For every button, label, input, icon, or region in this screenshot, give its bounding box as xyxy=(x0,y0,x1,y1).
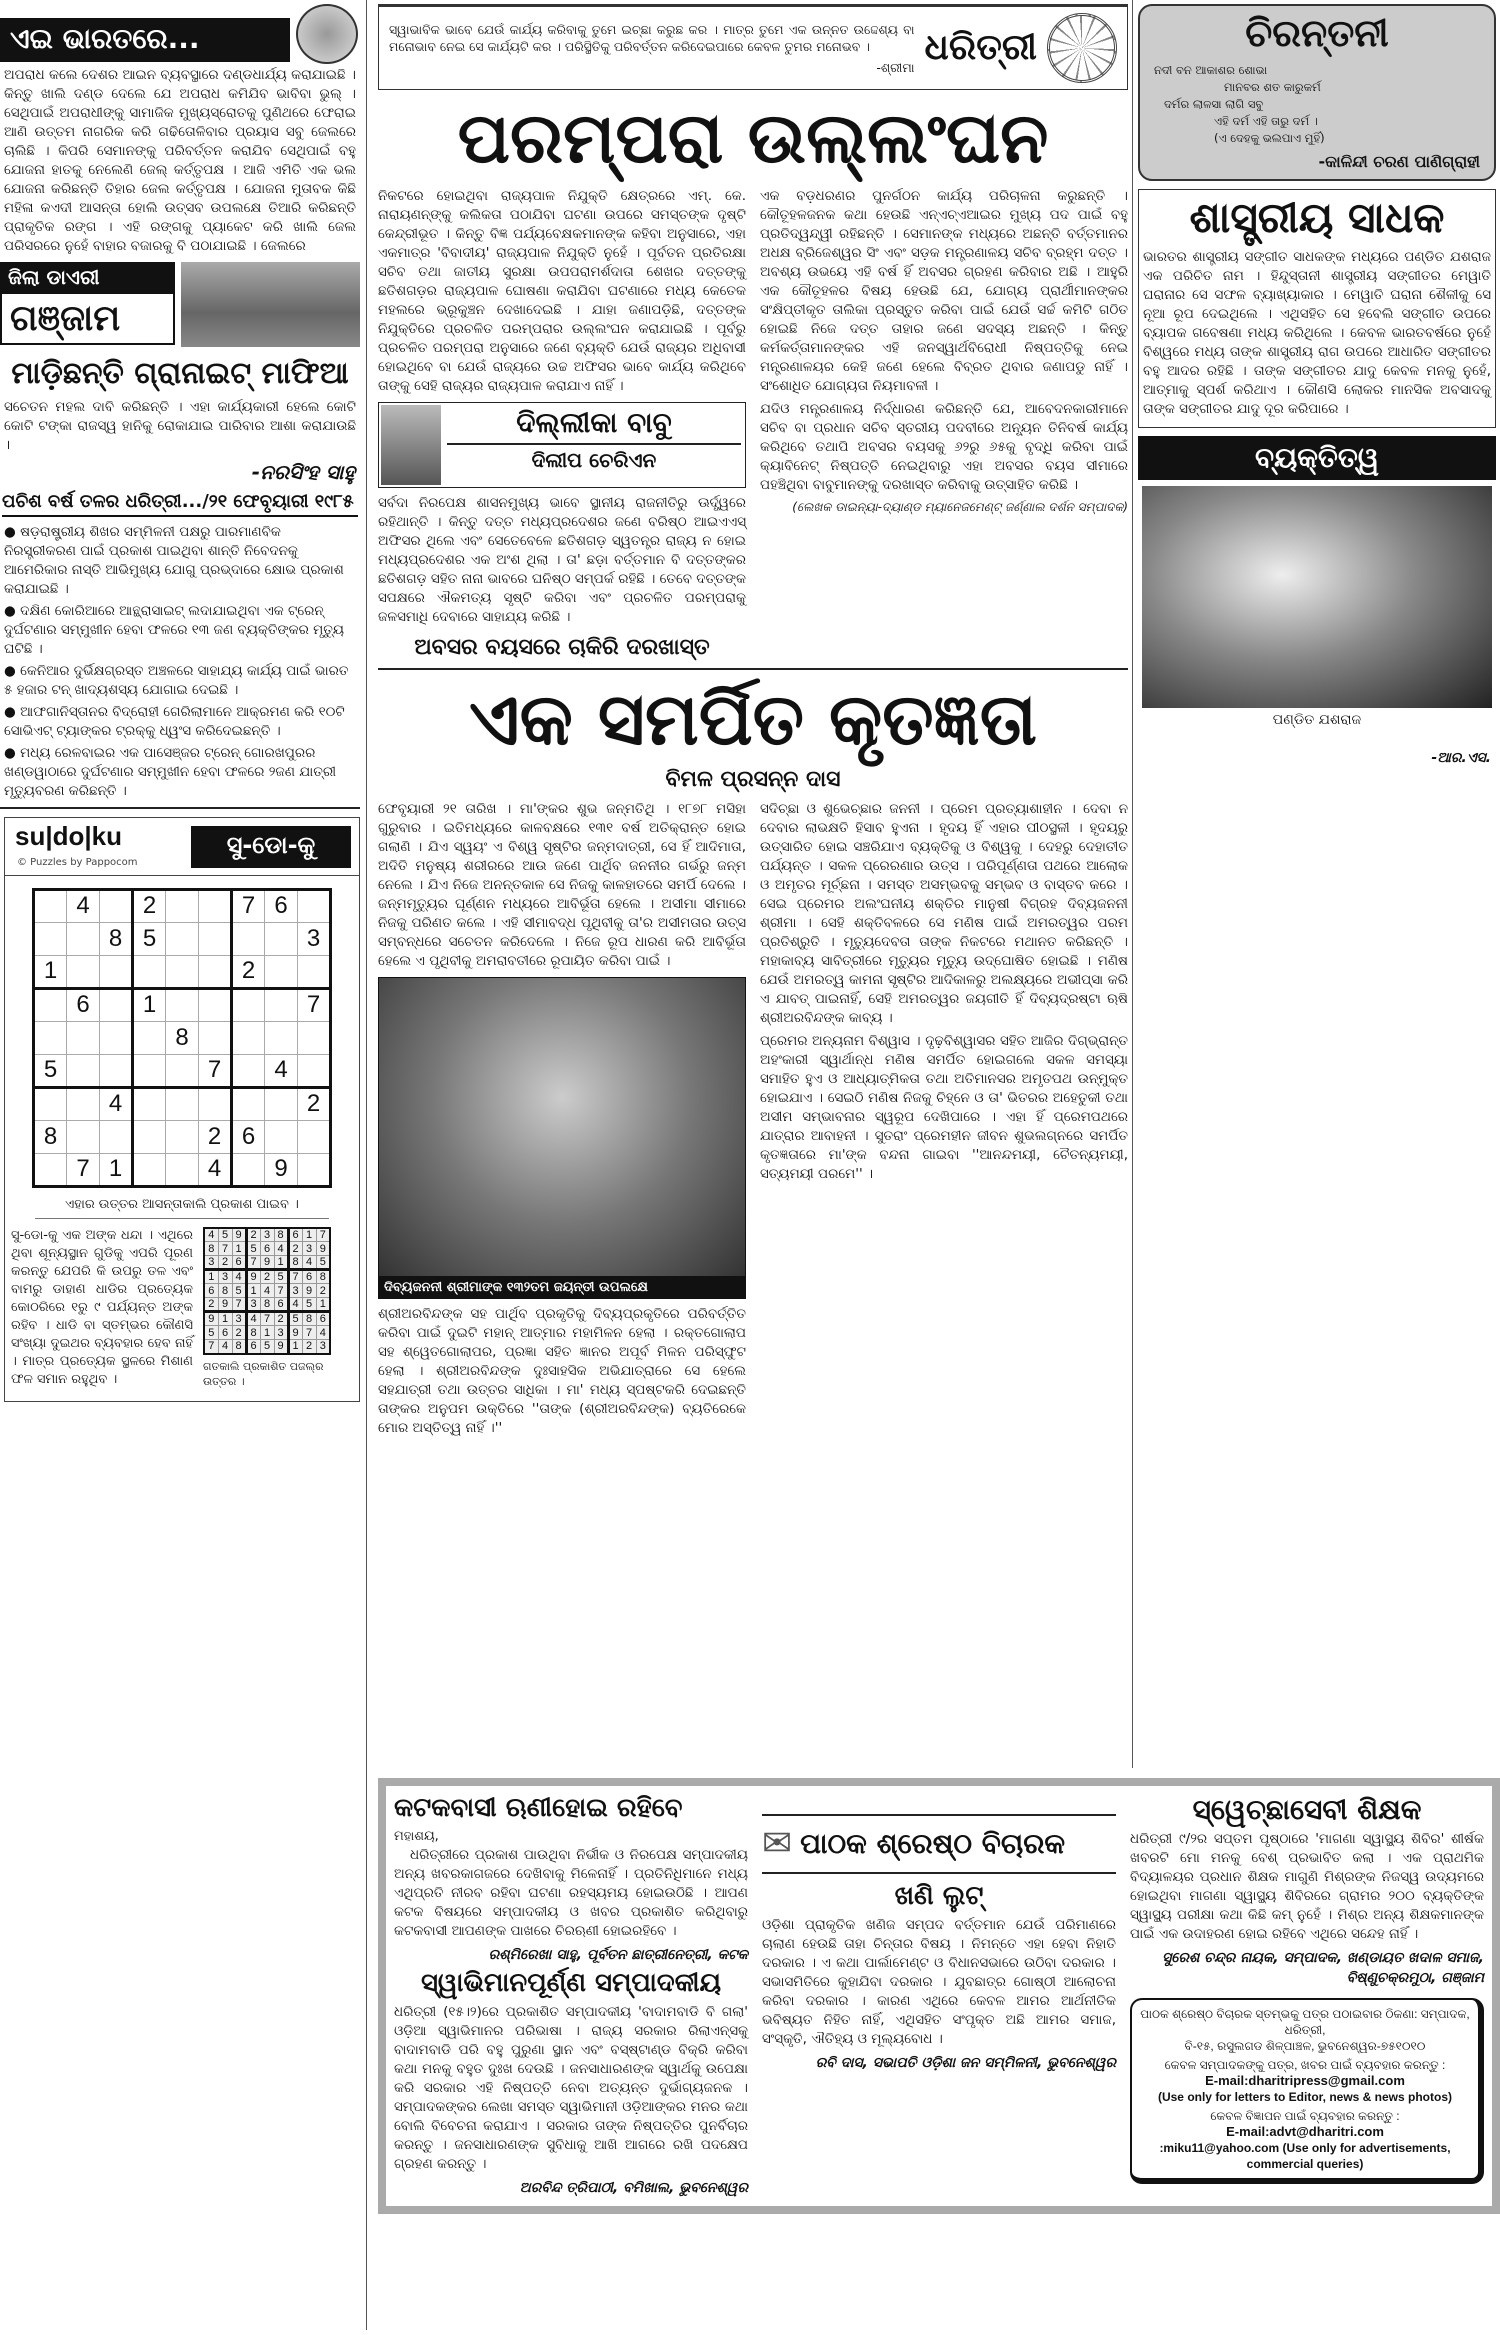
sudoku-cell[interactable] xyxy=(166,1054,199,1087)
editorial-body xyxy=(378,187,1128,660)
sudoku-cell[interactable] xyxy=(166,889,199,922)
sudoku-cell[interactable] xyxy=(67,1087,100,1120)
solution-cell: 3 xyxy=(232,1312,246,1326)
sudoku-cell[interactable] xyxy=(133,1054,166,1087)
solution-cell: 3 xyxy=(218,1270,232,1284)
solution-cell: 6 xyxy=(232,1256,246,1270)
solution-cell: 9 xyxy=(204,1312,218,1326)
sudoku-cell[interactable] xyxy=(232,1153,265,1186)
flashback-list xyxy=(0,523,360,801)
byline: -ନରସିଂହ ସାହୁ xyxy=(251,459,355,484)
solution-cell: 3 xyxy=(246,1298,260,1312)
solution-cell: 2 xyxy=(302,1340,316,1354)
sudoku-cell[interactable] xyxy=(67,1120,100,1153)
solution-cell: 7 xyxy=(274,1284,288,1298)
sudoku-cell[interactable] xyxy=(199,1021,232,1054)
district-diary-label: ଜିଲା ଡାଏରୀ xyxy=(0,262,175,292)
solution-cell: 6 xyxy=(288,1228,302,1242)
answer-next-note: ଏହାର ଉତ୍ତର ଆସନ୍ତାକାଲି ପ୍ରକାଶ ପାଇବ । xyxy=(35,1196,329,1219)
paragraph: ଶ୍ରୀଅରବିନ୍ଦଙ୍କ ସହ ପାର୍ଥିବ ପ୍ରକୃତିକୁ ଦିବ୍ୟପ୍ରକୃତିରେ ପରିବର୍ତ୍ତିତ କରିବା ପାଇଁ ଦୁଇଟି ମହାନ୍ ଆତ୍ମାର ମହାମିଳନ ହେଲା । ରକ୍ତଗୋଲାପ ସହ ଶ୍ୱେତଗୋଲାପର, ପ୍ରଜ୍ଞା ସହିତ ଜ୍ଞାନର ଅପୂର୍ବ ମିଳନ ପରିସ୍ଫୁଟ ହେଲା । ଶ୍ରୀଅରବିନ୍ଦଙ୍କ ଦୁଃସାହସିକ ଅଭିଯାତ୍ରାରେ ସେ ହେଲେ ସହଯାତ୍ରୀ ତଥା ଉତ୍ତର ସାଧିକା । ମା' ମଧ୍ୟ ସ୍ପଷ୍ଟକରି ଦେଇଛନ୍ତି ତାଙ୍କର ଅନୁପମ ଉକ୍ତିରେ ''ତାଙ୍କ (ଶ୍ରୀଅରବିନ୍ଦଙ୍କ) ବ୍ୟତିରେକେ ମୋର ଅସ୍ତିତ୍ୱ ନାହିଁ ।'' xyxy=(378,1305,746,1436)
paragraph: ଏକ ବଡ଼ଧରଣର ପୁନର୍ଗଠନ କାର୍ଯ୍ୟ ପରିଚାଳନା କରୁଛନ୍ତି । କୌତୂହଳଜନକ କଥା ହେଉଛି ଏନ୍‌ଏଚ୍‌ଏଆଇର ମୁଖ୍ୟ ପଦ ପାଇଁ ବହୁ ପ୍ରତିଦ୍ୱନ୍ଦ୍ୱୀ ରହିଛନ୍ତି । ସେମାନଙ୍କ ମଧ୍ୟରେ ଅଛନ୍ତି ବର୍ତ୍ତମାନର ଅଧକ୍ଷ ବ୍ରିଜେଶ୍ୱର ସିଂ ଏବଂ ସଡ଼କ ମନ୍ତ୍ରଣାଳୟ ସଚିବ ବ୍ରହ୍ମ ଦତ୍ତ । ଅବଶ୍ୟ ଉଭୟେ ଏହି ବର୍ଷ ହିଁ ଅବସର ଗ୍ରହଣ କରିବାର ଅଛି । ଆହୁରି ଏକ କୌତୂହଳର ବିଷୟ ହେଉଛି ଯେ, ଯୋଗ୍ୟ ପ୍ରାର୍ଥୀମାନଙ୍କର ସଂକ୍ଷିପ୍ତୀକୃତ ତାଲିକା ପ୍ରସ୍ତୁତ କରିବା ପାଇଁ ଯେଉଁ ସର୍ଚ୍ଚ କମିଟି ଗଠିତ ହୋଇଛି ନିଜେ ଦତ୍ତ ତାହାର ଜଣେ ସଦସ୍ୟ ଅଛନ୍ତି । କିନ୍ତୁ କର୍ମକର୍ତ୍ତାମାନଙ୍କର ଏହି ଜନସ୍ୱାର୍ଥବିରୋଧୀ ନିଷ୍ପତ୍ତିକୁ ନେଇ ମନ୍ତ୍ରଣାଳୟର କେହି ଜଣେ ହେଲେ ବିବ୍ରତ ଥିବାର ଜଣାପଡୁ ନାହିଁ । ସଂଶୋଧିତ ଯୋଗ୍ୟତା ନିୟମାବଳୀ । xyxy=(760,187,1128,394)
solution-cell: 2 xyxy=(232,1326,246,1340)
sudoku-cell[interactable] xyxy=(133,955,166,988)
sudoku-cell[interactable] xyxy=(265,1087,298,1120)
flashback-title: ପଚିଶ ବର୍ଷ ତଳର ଧରିତ୍ରୀ.../୨୧ ଫେବୃୟାରୀ ୧୯୮୫ xyxy=(2,489,358,517)
sudoku-cell[interactable] xyxy=(298,955,331,988)
sudoku-cell[interactable] xyxy=(100,1021,133,1054)
solution-cell: 7 xyxy=(232,1298,246,1312)
letter-body: ଧରିତ୍ରୀରେ ପ୍ରକାଶ ପାଉଥିବା ନିର୍ଭୀକ ଓ ନିରପେକ୍ଷ ସମ୍ପାଦକୀୟ ଅନ୍ୟ ଖବରକାଗଜରେ ଦେଖିବାକୁ ମିଳେନାହିଁ । ପ୍ରତିନିଧିମାନେ ମଧ୍ୟ ଏଥିପ୍ରତି ନୀରବ ରହିବା ଘଟଣା ରହସ୍ୟମୟ ହୋଇଉଠିଛି । ଆପଣ କଟକ ବିଷୟରେ ସମ୍ପାଦକୀୟ ଓ ଖବର ପ୍ରକାଶିତ କରିଥିବାରୁ କଟକବାସୀ ଆପଣଙ୍କ ପାଖରେ ଚିରଋଣୀ ହୋଇରହିବେ । xyxy=(394,1846,748,1939)
solution-cell: 9 xyxy=(302,1284,316,1298)
poem-line: (ଏ ଦେହକୁ ଭଲପାଏ ମୁହିଁ) xyxy=(1214,130,1325,145)
solution-cell: 2 xyxy=(204,1298,218,1312)
sudoku-cell: 1 xyxy=(34,955,67,988)
sudoku-cell: 2 xyxy=(133,889,166,922)
solution-cell: 3 xyxy=(316,1340,330,1354)
right-column xyxy=(1138,4,1496,768)
solution-cell: 4 xyxy=(232,1270,246,1284)
solution-cell: 5 xyxy=(260,1340,274,1354)
letter-salutation: ମହାଶୟ, xyxy=(394,1828,439,1844)
editor-email-link[interactable]: E-mail:dharitripress@gmail.com xyxy=(1205,2073,1405,2089)
letters-section-title: ପାଠକ ଶ୍ରେଷ୍ଠ ବିଚାରକ xyxy=(800,1827,1066,1860)
sudoku-cell: 7 xyxy=(298,988,331,1021)
jasraj-photo xyxy=(1142,486,1492,708)
solution-cell: 5 xyxy=(302,1298,316,1312)
editor-note: କେବଳ ସମ୍ପାଦକଙ୍କୁ ପତ୍ର, ଖବର ପାଇଁ ବ୍ୟବହାର କରନ୍ତୁ : xyxy=(1164,2058,1446,2073)
solution-cell: 8 xyxy=(232,1340,246,1354)
poem-line: ମାନବର ଶତ କାରୁକର୍ମ xyxy=(1224,79,1321,94)
sudoku-cell[interactable] xyxy=(166,955,199,988)
solution-cell: 1 xyxy=(232,1242,246,1256)
sudoku-cell[interactable] xyxy=(34,1153,67,1186)
solution-cell: 6 xyxy=(218,1326,232,1340)
solution-cell: 1 xyxy=(288,1340,302,1354)
dharitri-logo: ଧରିତ୍ରୀ xyxy=(924,27,1037,68)
sudoku-cell: 1 xyxy=(100,1153,133,1186)
solution-cell: 8 xyxy=(260,1298,274,1312)
solution-cell: 2 xyxy=(274,1312,288,1326)
poem-line: ନଦୀ ବନ ଆକାଶର ଶୋଭା xyxy=(1154,62,1268,77)
sudoku-cell: 8 xyxy=(100,922,133,955)
sudoku-cell: 2 xyxy=(199,1120,232,1153)
solution-cell: 4 xyxy=(246,1312,260,1326)
sudoku-cell: 8 xyxy=(34,1120,67,1153)
sudoku-cell[interactable] xyxy=(34,988,67,1021)
letter-body: ଓଡ଼ିଶା ପ୍ରାକୃତିକ ଖଣିଜ ସମ୍ପଦ ବର୍ତ୍ତମାନ ଯେଉଁ ପରିମାଣରେ ଚାଲାଣ ହେଉଛି ତାହା ଚିନ୍ତାର ବିଷୟ । ନିମନ୍ତେ ଏହା ହେବା ନିହାତି ଦରକାର । ଏ କଥା ପାର୍ଲାମେଣ୍ଟ ଓ ବିଧାନସଭାରେ ଉଠିବା ଦରକାର । ସଭାସମିତିରେ କୁହାଯିବା ଦରକାର । ଯୁବଛାତ୍ର ଗୋଷ୍ଠୀ ଆଲୋଚନା କରିବା ଦରକାର । କାରଣ ଏଥିରେ କେବଳ ଆମର ଆର୍ଥନୀତିକ ଭବିଷ୍ୟତ ନିହିତ ନାହିଁ, ଏଥିସହିତ ସଂପୃକ୍ତ ଅଛି ଆମର ସମାଜ, ସଂସ୍କୃତି, ଐତିହ୍ୟ ଓ ମୂଲ୍ୟବୋଧ । xyxy=(762,1916,1116,2047)
solution-cell: 7 xyxy=(316,1228,330,1242)
paragraph: ନିକଟରେ ହୋଇଥିବା ରାଜ୍ୟପାଳ ନିଯୁକ୍ତି କ୍ଷେତ୍ରରେ ଏମ୍. କେ. ନାରାୟଣନ୍‌ଙ୍କୁ କଲିକତା ପଠାଯିବା ଘଟଣା ଉପରେ ସମସ୍ତଙ୍କ ଦୃଷ୍ଟି କେନ୍ଦ୍ରୀଭୂତ । କିନ୍ତୁ ବିଜ୍ଞ ପର୍ଯ୍ୟବେକ୍ଷକମାନଙ୍କ କହିବା ଅନୁସାରେ, ଏହା ଏକମାତ୍ର 'ବିବାଦୀୟ' ରାଜ୍ୟପାଳ ନିଯୁକ୍ତି ନୁହେଁ । ପୂର୍ବତନ ପ୍ରତିରକ୍ଷା ସଚିବ ତଥା ଜାତୀୟ ସୁରକ୍ଷା ଉପପରାମର୍ଶଦାତା ଶେଖର ଦତ୍ତଙ୍କୁ ଛତିଶଗଡ଼ର ରାଜ୍ୟପାଳ ଘୋଷଣା କରାଯିବା ଘଟଣାରେ ମଧ୍ୟ କେତେକ ମହଲରେ ଭ୍ରୂକୁଞ୍ଚନ ଦେଖାଦେଇଛି । ଯାହା ଜଣାପଡ଼ିଛି, ଦତ୍ତଙ୍କ ନିଯୁକ୍ତିରେ ପ୍ରଚଳିତ ପରମ୍ପରାର ଉଲ୍ଲଂଘନ କରାଯାଇଛି । ପୂର୍ବରୁ ପ୍ରଚଳିତ ପରମ୍ପରା ଅନୁସାରେ ଜଣେ ବ୍ୟକ୍ତି ଯେଉଁ ରାଜ୍ୟର ଅଧିବାସୀ ହୋଇଥିବେ ବା ଯେଉଁ ରାଜ୍ୟରେ ଉଚ୍ଚ ଅଫିସର ଭାବେ କାର୍ଯ୍ୟ କରିଥିବେ ତାଙ୍କୁ ସେହି ରାଜ୍ୟର ରାଜ୍ୟପାଳ କରାଯାଏ ନାହିଁ । xyxy=(378,187,746,394)
sudoku-cell: 7 xyxy=(232,889,265,922)
section-label: ବ୍ୟକ୍ତିତ୍ୱ xyxy=(1138,436,1496,480)
solution-cell: 1 xyxy=(302,1228,316,1242)
solution-cell: 5 xyxy=(246,1242,260,1256)
envelope-pen-icon: ✉ xyxy=(762,1823,793,1864)
solution-cell: 4 xyxy=(204,1228,218,1242)
flashback-item: ● ଆଫଗାନିସ୍ତାନର ବିଦ୍ରୋହୀ ଗେରିଲାମାନେ ଆକ୍ରମଣ କରି ୧୦ଟି ସୋଭିଏଟ୍ ଟ୍ୟାଙ୍କର ଟ୍ରକ୍କୁ ଧ୍ୱଂସ କରିଦେଇଛନ୍ତି । xyxy=(4,703,356,741)
solution-cell: 8 xyxy=(316,1270,330,1284)
sudoku-cell[interactable] xyxy=(298,1120,331,1153)
solution-cell: 8 xyxy=(274,1228,288,1242)
sudoku-cell[interactable] xyxy=(298,1054,331,1087)
sudoku-cell[interactable] xyxy=(232,1021,265,1054)
right-body: ଭାରତର ଶାସ୍ତ୍ରୀୟ ସଙ୍ଗୀତ ସାଧକଙ୍କ ମଧ୍ୟରେ ପଣ୍ଡିତ ଯଶରାଜ ଏକ ପରିଚିତ ନାମ । ହିନ୍ଦୁସ୍ତାନୀ ଶାସ୍ତ୍ରୀୟ ସଙ୍ଗୀତର ମେୱାତି ଘରାନାର ସେ ସଫଳ ବ୍ୟାଖ୍ୟାକାର । ମେୱାତି ଘରାନା ଶୈଳୀକୁ ସେ ନୂଆ ରୂପ ଦେଇଥିଲେ । ଏଥିସହିତ ସେ ହବେଲି ସଙ୍ଗୀତ ଉପରେ ବ୍ୟାପକ ଗବେଷଣା ମଧ୍ୟ କରିଥିଲେ । କେବଳ ଭାରତବର୍ଷରେ ନୁହେଁ ବିଶ୍ୱରେ ମଧ୍ୟ ତାଙ୍କ ଶାସ୍ତ୍ରୀୟ ରାଗ ଉପରେ ଆଧାରିତ ସଙ୍ଗୀତର ବହୁ ଆଦର ରହିଛି । ତାଙ୍କ ସଙ୍ଗୀତର ଯାଦୁ କେବଳ ମନକୁ ନୁହେଁ, ଆତ୍ମାକୁ ସ୍ପର୍ଶ କରିଥାଏ । କୌଣସି ଲୋକର ମାନସିକ ଅବସାଦକୁ ତାଙ୍କ ସଙ୍ଗୀତର ଯାଦୁ ଦୂର କରିପାରେ । xyxy=(1143,248,1491,417)
sudoku-cell: 7 xyxy=(199,1054,232,1087)
solution-cell: 1 xyxy=(204,1270,218,1284)
solution-cell: 7 xyxy=(260,1312,274,1326)
address-box xyxy=(1130,1998,1484,2184)
address-line: ବି-୧୫, ରସୁଲଗଡ ଶିଳ୍ପାଞ୍ଚଳ, ଭୁବନେଶ୍ୱର-୭୫୧୦୧୦ xyxy=(1184,2039,1426,2054)
letter-signature: ଅରବିନ୍ଦ ତ୍ରିପାଠୀ, ବମିଖାଲ, ଭୁବନେଶ୍ୱର xyxy=(519,2179,748,2196)
sudoku-cell[interactable] xyxy=(166,1087,199,1120)
sudoku-cell: 9 xyxy=(265,1153,298,1186)
advt-email-link[interactable]: E-mail:advt@dharitri.com xyxy=(1226,2124,1384,2140)
jasraj-caption: ପଣ୍ଡିତ ଯଶରାଜ xyxy=(1272,712,1362,729)
sudoku-solution-grid xyxy=(203,1227,331,1355)
solution-cell: 7 xyxy=(246,1256,260,1270)
sudoku-cell[interactable] xyxy=(298,889,331,922)
solution-cell: 1 xyxy=(274,1256,288,1270)
poem-box xyxy=(1138,4,1496,181)
sudoku-cell[interactable] xyxy=(232,1087,265,1120)
sudoku-cell[interactable] xyxy=(166,988,199,1021)
feature-body xyxy=(378,800,1128,1442)
sudoku-grid[interactable] xyxy=(32,888,332,1188)
sudoku-cell[interactable] xyxy=(265,922,298,955)
solution-cell: 4 xyxy=(288,1298,302,1312)
sudoku-cell: 5 xyxy=(133,922,166,955)
sudoku-cell: 2 xyxy=(298,1087,331,1120)
solution-cell: 8 xyxy=(204,1242,218,1256)
signoff: -ଆର.ଏସ. xyxy=(1431,750,1491,767)
sudoku-cell[interactable] xyxy=(100,1120,133,1153)
poem-line: ଦର୍ମର ଲାଳସା ଲାଗି ସବୁ xyxy=(1164,96,1264,111)
solution-cell: 5 xyxy=(288,1312,302,1326)
address-line: ପାଠକ ଶ୍ରେଷ୍ଠ ବିଚାରକ ସ୍ତମ୍ଭକୁ ପତ୍ର ପଠାଇବାର ଠିକଣା: ସମ୍ପାଦକ, ଧରିତ୍ରୀ, xyxy=(1140,2007,1470,2038)
solution-cell: 8 xyxy=(218,1284,232,1298)
solution-cell: 6 xyxy=(204,1284,218,1298)
sudoku-cell[interactable] xyxy=(67,955,100,988)
sudoku-cell[interactable] xyxy=(265,988,298,1021)
sudoku-cell[interactable] xyxy=(298,1153,331,1186)
sudoku-cell[interactable] xyxy=(232,1054,265,1087)
sudoku-cell[interactable] xyxy=(199,922,232,955)
poem-title: ଚିରନ୍ତନୀ xyxy=(1245,11,1389,55)
district-photo xyxy=(181,262,360,347)
sudoku-cell: 1 xyxy=(133,988,166,1021)
solution-cell: 8 xyxy=(246,1326,260,1340)
sudoku-cell[interactable] xyxy=(34,889,67,922)
right-headline: ଶାସ୍ତ୍ରୀୟ ସାଧକ xyxy=(1189,192,1445,242)
sudoku-cell[interactable] xyxy=(166,922,199,955)
paragraph: ଯଦିଓ ମନ୍ତ୍ରଣାଳୟ ନିର୍ଦ୍ଧାରଣ କରିଛନ୍ତି ଯେ, ଆବେଦନକାରୀମାନେ ସଚିବ ବା ପ୍ରଧାନ ସଚିବ ସ୍ତରୀୟ ପଦବୀରେ ଅନ୍ୟୂନ ତିନିବର୍ଷ କାର୍ଯ୍ୟ କରିଥିବେ ତଥାପି ଅବସର ବୟସକୁ ୬୨ରୁ ୬୫କୁ ବୃଦ୍ଧି କରିବା ପାଇଁ କ୍ୟାବିନେଟ୍ ନିଷ୍ପତ୍ତି ନେଇଥିବାରୁ ଏହା ଅବସର ବୟସ ସୀମାରେ ପହଞ୍ଚିଥିବା ବାବୁମାନଙ୍କୁ ଦରଖାସ୍ତ କରିବାକୁ ଉତ୍ସାହିତ କରିଛି । xyxy=(760,400,1128,493)
solution-cell: 1 xyxy=(246,1284,260,1298)
solution-cell: 3 xyxy=(204,1256,218,1270)
sudoku-cell[interactable] xyxy=(199,1087,232,1120)
solution-cell: 2 xyxy=(288,1242,302,1256)
solution-cell: 9 xyxy=(288,1326,302,1340)
flashback-item: ● ଦକ୍ଷିଣ କୋରିଆରେ ଆନ୍ଥ୍ରାସାଇଟ୍ ଲଦାଯାଇଥିବା ଏକ ଟ୍ରେନ୍ ଦୁର୍ଘଟଣାର ସମ୍ମୁଖୀନ ହେବା ଫଳରେ ୧୩ ଜଣ ବ୍ୟକ୍ତିଙ୍କର ମୃତ୍ୟୁ ଘଟିଛି । xyxy=(4,602,356,659)
solution-cell: 4 xyxy=(260,1284,274,1298)
sudoku-cell: 3 xyxy=(298,922,331,955)
solution-cell: 9 xyxy=(274,1340,288,1354)
sudoku-cell[interactable] xyxy=(67,922,100,955)
solution-cell: 6 xyxy=(260,1242,274,1256)
paragraph: ଫେବୃୟାରୀ ୨୧ ତାରିଖ । ମା'ଙ୍କର ଶୁଭ ଜନ୍ମତିଥି । ୧୮୭୮ ମସିହା ଗୁରୁବାର । ଇତିମଧ୍ୟରେ କାଳବକ୍ଷରେ ୧୩୧ ବର୍ଷ ଅତିକ୍ରାନ୍ତ ହୋଇ ଗଲାଣି । ଯିଏ ସ୍ୱୟଂ ଏ ବିଶ୍ୱ ସୃଷ୍ଟିର ଜନ୍ମଦାତ୍ରୀ, ସେ ହିଁ ଆଦିମାତା, ଅଦିତି ମନୁଷ୍ୟ ଶରୀରରେ ଆଉ ଜଣେ ପାର୍ଥିବ ଜନନୀର ଗର୍ଭରୁ ଜନ୍ମ ନେଲେ । ଯିଏ ନିଜେ ଅନନ୍ତକାଳ ସେ ନିଜକୁ କାଳହାତରେ ସମର୍ପି ଦେଲେ । ଜନ୍ମମୃତ୍ୟୁର ଘୂର୍ଣ୍ଣନ ମଧ୍ୟରେ ଆବିର୍ଭୂତା ହେଲେ । ଅସୀମା ସୀମାରେ ନିଜକୁ ପରିଣତ କଲେ । ଏହି ସୀମାବଦ୍ଧ ପୃଥିବୀକୁ ତା'ର ଅସୀମତାର ଉତ୍ସ ସମ୍ବନ୍ଧରେ ସଚେତନ କରିଦେଲେ । ନିଜେ ରୂପ ଧାରଣ କରି ଆବିର୍ଭୂତା ହେଲେ ଏ ପୃଥିବୀକୁ ଅମରାବତୀରେ ରୂପାୟିତ କରିବା ପାଇଁ । xyxy=(378,800,746,969)
intro-text: ଅପରାଧ କଲେ ଦେଶର ଆଇନ ବ୍ୟବସ୍ଥାରେ ଦଣ୍ଡଧାର୍ଯ୍ୟ କରାଯାଇଛି । କିନ୍ତୁ ଖାଲି ଦଣ୍ଡ ଦେଲେ ଯେ ଅପରାଧ କମିଯିବ ଭାବିବା ଭୁଲ୍ । ସେଥିପାଇଁ ଅପରାଧୀଙ୍କୁ ସାମାଜିକ ମୁଖ୍ୟସ୍ରୋତକୁ ପୁଣିଥରେ ଫେରାଇ ଆଣି ଉତ୍ତମ ନାଗରିକ କରି ଗଢିତୋଳିବାର ପ୍ରୟାସ ସବୁ ଜେଲରେ ଚାଲିଛି । କିପରି ସେମାନଙ୍କୁ ପରିବର୍ତ୍ତନ କରାଯିବ ସେଥିପାଇଁ ବହୁ ଯୋଜନା ହାତକୁ ନେଲେଣି ଜେଲ୍ କର୍ତ୍ତୃପକ୍ଷ । ଆଜି ଏମିତି ଏକ ଭଲ ଯୋଜନା କରିଛନ୍ତି ତିହାର ଜେଲ କର୍ତ୍ତୃପକ୍ଷ । ଯୋଜନା ମୁତାବକ କିଛି ମହିଳା କଏଦୀ ଆସନ୍ତା ହୋଲି ଉତ୍ସବ ଉପଲକ୍ଷେ ତିଆରି କରିଛନ୍ତି ପ୍ରାକୃତିକ ରଙ୍ଗ । ଏହି ରଙ୍ଗକୁ ପ୍ୟାକେଟ କରି ଖାଲି ଜେଲ ପରିସରରେ ନୁହେଁ ବାହାର ବଜାରକୁ ବି ପଠାଯାଇଛି । ଜେଲରେ xyxy=(4,67,356,254)
solution-cell: 1 xyxy=(218,1312,232,1326)
sudoku-cell[interactable] xyxy=(166,1153,199,1186)
solution-cell: 8 xyxy=(302,1312,316,1326)
letter-body: ଧରିତ୍ରୀ (୧୫।୨)ରେ ପ୍ରକାଶିତ ସମ୍ପାଦକୀୟ 'ବାଦାମବାଡି ବି ଗଲା' ଓଡ଼ିଆ ସ୍ୱାଭିମାନର ପରିଭାଷା । ରାଜ୍ୟ ସରକାର ରିଲାଏନ୍ସକୁ ବାଦାମବାଡି ପରି ବହୁ ପୁରୁଣା ସ୍ଥାନ ଏବଂ ବସ୍‌ଷ୍ଟାଣ୍ଡ ବିକ୍ରି କରିବା କଥା ମନକୁ ବହୁତ ଦୁଃଖ ଦେଉଛି । ଜନସାଧାରଣଙ୍କ ସ୍ୱାର୍ଥକୁ ଉପେକ୍ଷା କରି ସରକାର ଏହି ନିଷ୍ପତ୍ତି ନେବା ଅତ୍ୟନ୍ତ ଦୁର୍ଭାଗ୍ୟଜନକ । ସମ୍ପାଦକଙ୍କର ଲେଖା ସମସ୍ତ ସ୍ୱାଭିମାନୀ ଓଡ଼ିଆଙ୍କର ମନର କଥା ବୋଲି ବିବେଚନା କରାଯାଏ । ସରକାର ତାଙ୍କ ନିଷ୍ପତ୍ତିର ପୁନର୍ବିଚାର କରନ୍ତୁ । ଜନସାଧାରଣଙ୍କ ସୁବିଧାକୁ ଆଖି ଆଗରେ ରଖି ପଦକ୍ଷେପ ଗ୍ରହଣ କରନ୍ତୁ । xyxy=(394,2003,748,2172)
solution-cell: 7 xyxy=(288,1270,302,1284)
mother-photo xyxy=(378,977,746,1277)
solution-cell: 4 xyxy=(302,1256,316,1270)
sudoku-cell: 8 xyxy=(166,1021,199,1054)
sudoku-cell[interactable] xyxy=(232,988,265,1021)
section-title: ଏଇ ଭାରତରେ... xyxy=(0,18,290,62)
solution-cell: 3 xyxy=(302,1242,316,1256)
solution-cell: 4 xyxy=(218,1340,232,1354)
sudoku-cell: 6 xyxy=(67,988,100,1021)
sudoku-credit: © Puzzles by Pappocom xyxy=(17,856,138,868)
sudoku-cell: 4 xyxy=(265,1054,298,1087)
paragraph: ପ୍ରେମର ଅନ୍ୟନାମ ବିଶ୍ୱାସ । ଦୃଢ଼ବିଶ୍ୱାସର ସହିତ ଆଜିର ଦିଗ୍‌ଭ୍ରାନ୍ତ ଅହଂକାରୀ ସ୍ୱାର୍ଥାନ୍ଧ ମଣିଷ ସମର୍ପିତ ହୋଇଗଲେ ସକଳ ସମସ୍ୟା ସମାହିତ ହୁଏ ଓ ଆଧ୍ୟାତ୍ମିକତା ତଥା ଅତିମାନସର ଅମୃତପଥ ଉନ୍ମୁକ୍ତ ହୋଇଯାଏ । ସେଇଠି ମଣିଷ ନିଜକୁ ଚିହ୍ନେ ଓ ତା' ଭିତରର ଅହେତୁକୀ ତଥା ଅସୀମ ସମ୍ଭାବନାର ସ୍ୱରୂପ ଦେଖିପାରେ । ଏହା ହିଁ ପ୍ରେମପଥରେ ଯାତ୍ରାର ଆବାହନୀ । ସୁତରାଂ ପ୍ରେମହୀନ ଜୀବନ ଶୁଭଲଗ୍ନରେ ସମର୍ପିତ କୃତଜ୍ଞତାରେ ମା'ଙ୍କ ବନ୍ଦନା ଗାଇବା ''ଆନନ୍ଦମୟୀ, ଚୈତନ୍ୟମୟୀ, ସତ୍ୟମୟୀ ପରମେ'' । xyxy=(760,1032,1128,1182)
sudoku-cell: 5 xyxy=(34,1054,67,1087)
sudoku-cell[interactable] xyxy=(34,1087,67,1120)
district-name: ଗଞ୍ଜାମ xyxy=(0,292,175,345)
solution-cell: 1 xyxy=(260,1326,274,1340)
headline: ମାଡ଼ିଛନ୍ତି ଗ୍ରାନାଇଟ୍ ମାଫିଆ xyxy=(11,356,349,391)
letter-signature: ସୁରେଶ ଚନ୍ଦ୍ର ନାୟକ, ସମ୍ପାଦକ, ଖଣ୍ଡାୟତ ଖଦାଳ ସମାଜ, ବିଷ୍ଣୁଚକ୍ରମୁଠା, ଗଞ୍ଜାମ xyxy=(1162,1950,1484,1987)
solution-cell: 4 xyxy=(316,1326,330,1340)
letter-title: ସ୍ୱେଚ୍ଛାସେବୀ ଶିକ୍ଷକ xyxy=(1192,1793,1422,1826)
sudoku-cell[interactable] xyxy=(199,889,232,922)
paragraph: ସଦିଚ୍ଛା ଓ ଶୁଭେଚ୍ଛାର ଜନନୀ । ପ୍ରେମ ପ୍ରତ୍ୟାଶାହୀନ । ଦେବା ନ ଦେବାର ଲାଭକ୍ଷତି ହିସାବ ହୁଏନା । ହୃଦୟ ହିଁ ଏହାର ପୀଠସ୍ଥଳୀ । ହୃଦୟରୁ ଉତ୍ସାରିତ ହୋଇ ସଞ୍ଚରିଯାଏ ବ୍ୟକ୍ତିକୁ ଓ ବିଶ୍ୱକୁ । ଦେହରୁ ଦେହାତୀତ ପର୍ଯ୍ୟନ୍ତ । ସକଳ ପ୍ରେରଣାର ଉତ୍ସ । ପରିପୂର୍ଣ୍ଣତା ପଥରେ ଆଲୋକ ଓ ଅମୃତର ମୂର୍ଚ୍ଛନା । ସମସ୍ତ ଅସମ୍ଭବକୁ ସମ୍ଭବ ଓ ବାସ୍ତବ କରେ । ସେଇ ପ୍ରେମର ଅଲଂଘନୀୟ ଶକ୍ତିର ମାନୁଷୀ ବିଗ୍ରହ ଦିବ୍ୟଜନନୀ ଶ୍ରୀମା । ସେହି ଶକ୍ତିବଳରେ ସେ ମଣିଷ ପାଇଁ ଅମରତ୍ୱର ପରମ ପ୍ରତିଶ୍ରୁତି । ମୃତ୍ୟୁଦେବତା ତାଙ୍କ ନିକଟରେ ମଥାନତ କରିଛନ୍ତି । ମହାକାବ୍ୟ ସାବିତ୍ରୀରେ ମୃତ୍ୟୁର ମୃତ୍ୟୁ ଉଦ୍‌ଘୋଷିତ ହୋଇଛି । ମଣିଷ ଯେଉଁ ଅମରତ୍ୱ କାମନା ସୃଷ୍ଟିର ଆଦିକାଳରୁ ଅଲକ୍ଷ୍ୟରେ ଅଭୀପ୍ସା କରି ଏ ଯାବତ୍ ପାଇନାହିଁ, ସେହି ଅମରତ୍ୱର ଜୟଗୀତି ହିଁ ଦିବ୍ୟଦ୍ରଷ୍ଟା ଋଷି ଶ୍ରୀଅରବିନ୍ଦଙ୍କ କାବ୍ୟ । xyxy=(760,800,1128,1026)
solution-cell: 9 xyxy=(218,1298,232,1312)
sudoku-cell[interactable] xyxy=(67,1054,100,1087)
editorial-subhead: ଅବସର ବୟସରେ ଚାକିରି ଦରଖାସ୍ତ xyxy=(414,634,710,660)
solution-caption: ଗତକାଲି ପ୍ରକାଶିତ ପଜଲ୍‌ର ଉତ୍ତର । xyxy=(203,1359,324,1388)
left-column xyxy=(0,4,360,1402)
solution-cell: 8 xyxy=(288,1256,302,1270)
sudoku-rules: ସୁ-ଡୋ-କୁ ଏକ ଅଙ୍କ ଧନ୍ଦା । ଏଥିରେ ଥିବା ଶୂନ୍ୟସ୍ଥାନ ଗୁଡିକୁ ଏପରି ପୂରଣ କରନ୍ତୁ ଯେପରି କି ଉପରୁ ତଳ ଏବଂ ବାମରୁ ଡାହାଣ ଧାଡିର ପ୍ରତ୍ୟେକ କୋଠରିରେ ୧ରୁ ୯ ପର୍ଯ୍ୟନ୍ତ ଅଙ୍କ ରହିବ । ଧାଡି ବା ସ୍ତମ୍ଭର କୌଣସି ସଂଖ୍ୟା ଦୁଇଥର ବ୍ୟବହାର ହେବ ନାହିଁ । ମାତ୍ର ପ୍ରତ୍ୟେକ ସ୍ଥଳରେ ମିଶାଣ ଫଳ ସମାନ ରହୁଥିବ । xyxy=(11,1227,193,1387)
india-map-icon xyxy=(296,4,358,64)
footnote: (ଲେଖକ ଡାଇନ୍ୟା-ଦ୍ୟାଣ୍ଡ ମ୍ୟାନେଜମେଣ୍ଟ୍ ଜର୍ଣ୍ଣାଲ ଦର୍ଶନ ସମ୍ପାଦକ) xyxy=(792,499,1128,514)
poem-author: -କାଳିନ୍ଦୀ ଚରଣ ପାଣିଗ୍ରାହୀ xyxy=(1318,151,1480,171)
article-body: ସଚେତନ ମହଲ ଦାବି କରିଛନ୍ତି । ଏହା କାର୍ଯ୍ୟକାରୀ ହେଲେ କୋଟି କୋଟି ଟଙ୍କା ରାଜସ୍ୱ ହାନିକୁ ରୋକାଯାଇ ପାରିବାର ଆଶା କରାଯାଉଛି । xyxy=(4,398,356,453)
letter-signature: ରଶ୍ମିରେଖା ସାହୁ, ପୂର୍ବତନ ଛାତ୍ରୀନେତ୍ରୀ, କଟକ xyxy=(488,1946,748,1963)
letter-title: କଟକବାସୀ ଋଣୀହୋଇ ରହିବେ xyxy=(394,1793,683,1823)
solution-cell: 9 xyxy=(232,1228,246,1242)
solution-cell: 3 xyxy=(288,1284,302,1298)
solution-cell: 2 xyxy=(316,1284,330,1298)
sudoku-cell[interactable] xyxy=(100,955,133,988)
solution-cell: 3 xyxy=(274,1326,288,1340)
quote-author: -ଶ୍ରୀମା xyxy=(876,59,915,75)
sudoku-cell[interactable] xyxy=(265,1021,298,1054)
solution-cell: 9 xyxy=(260,1256,274,1270)
paragraph: ସର୍ବଦା ନିରପେକ୍ଷ ଶାସନମୁଖ୍ୟ ଭାବେ ସ୍ଥାନୀୟ ରାଜନୀତିରୁ ଊର୍ଦ୍ଧ୍ୱରେ ରହିଥାନ୍ତି । କିନ୍ତୁ ଦତ୍ତ ମଧ୍ୟପ୍ରଦେଶର ଜଣେ ବରିଷ୍ଠ ଆଇଏଏସ୍ ଅଫିସର ଥିଲେ ଏବଂ ସେତେବେଳେ ଛତିଶଗଡ଼ ସ୍ୱତନ୍ତ୍ର ରାଜ୍ୟ ନ ହୋଇ ମଧ୍ୟପ୍ରଦେଶର ଏକ ଅଂଶ ଥିଲା । ତା' ଛଡ଼ା ବର୍ତ୍ତମାନ ବି ଦତ୍ତଙ୍କର ଛତିଶଗଡ଼ ସହିତ ନାନା ଭାବରେ ଘନିଷ୍ଠ ସମ୍ପର୍କ ରହିଛି । ତେବେ ଦତ୍ତଙ୍କ ସପକ୍ଷରେ ଐକମତ୍ୟ ସୃଷ୍ଟି କରିବା ଏବଂ ପ୍ରଚଳିତ ପରମ୍ପରାକୁ ଜଳସମାଧି ଦେବାରେ ସାହାଯ୍ୟ କରିଛି । xyxy=(378,494,746,625)
sudoku-cell: 2 xyxy=(232,955,265,988)
feature-headline: ଏକ ସମର୍ପିତ କୃତଜ୍ଞତା xyxy=(469,676,1037,761)
sudoku-cell[interactable] xyxy=(133,1153,166,1186)
solution-cell: 5 xyxy=(274,1270,288,1284)
solution-cell: 2 xyxy=(246,1228,260,1242)
solution-cell: 2 xyxy=(218,1256,232,1270)
solution-cell: 5 xyxy=(204,1326,218,1340)
sudoku-cell[interactable] xyxy=(34,1021,67,1054)
advt-note: କେବଳ ବିଜ୍ଞାପନ ପାଇଁ ବ୍ୟବହାର କରନ୍ତୁ : xyxy=(1210,2109,1400,2124)
sudoku-cell[interactable] xyxy=(298,1021,331,1054)
sudoku-cell: 6 xyxy=(232,1120,265,1153)
sudoku-cell: 4 xyxy=(199,1153,232,1186)
flashback-item: ● ଷଡ଼ରାଷ୍ଟ୍ରୀୟ ଶିଖର ସମ୍ମିଳନୀ ପକ୍ଷରୁ ପାରମାଣବିକ ନିରସ୍ତ୍ରୀକରଣ ପାଇଁ ପ୍ରକାଶ ପାଇଥିବା ଶାନ୍ତି ନିବେଦନକୁ ଆମେରିକାର ନାସ୍ତି ଆଭିମୁଖ୍ୟ ଯୋଗୁ ପ୍ରଭ୍ଦାରେ କ୍ଷୋଭ ପ୍ରକାଶ କରାଯାଇଛି । xyxy=(4,523,356,599)
sudoku-cell: 4 xyxy=(100,1087,133,1120)
sudoku-cell[interactable] xyxy=(166,1120,199,1153)
poem-line: ଏହି ଦର୍ମ ଏହି ତାରୁ ଦର୍ମ । xyxy=(1214,113,1318,128)
solution-cell: 6 xyxy=(316,1312,330,1326)
sudoku-cell[interactable] xyxy=(133,1021,166,1054)
sudoku-cell: 7 xyxy=(67,1153,100,1186)
sudoku-cell[interactable] xyxy=(199,988,232,1021)
letter-body: ଧରିତ୍ରୀ ୯/୨ର ସପ୍ତମ ପୃଷ୍ଠାରେ 'ମାଗଣା ସ୍ୱାସ୍ଥ୍ୟ ଶିବିର' ଶୀର୍ଷକ ଖବରଟି ମୋ ମନକୁ ବେଶ୍ ପ୍ରଭାବିତ କଲା । ଏକ ପ୍ରାଥମିକ ବିଦ୍ୟାଳୟର ପ୍ରଧାନ ଶିକ୍ଷକ ମାଗୁଣି ମିଶ୍ରଙ୍କ ନିଜସ୍ୱ ଉଦ୍ୟମରେ ହୋଇଥିବା ମାଗଣା ସ୍ୱାସ୍ଥ୍ୟ ଶିବିରରେ ଗ୍ରାମର ୨୦୦ ବ୍ୟକ୍ତିଙ୍କ ସ୍ୱାସ୍ଥ୍ୟ ପରୀକ୍ଷା କଥା କିଛି କମ୍ ନୁହେଁ । ମିଶ୍ର ଅନ୍ୟ ଶିକ୍ଷକମାନଙ୍କ ପାଇଁ ଏକ ଉଦାହରଣ ହୋଇ ରହିବେ ଏଥିରେ ସନ୍ଦେହ ନାହିଁ । xyxy=(1130,1831,1484,1943)
sudoku-cell[interactable] xyxy=(100,889,133,922)
solution-cell: 6 xyxy=(246,1340,260,1354)
editorial-headline: ପରମ୍ପରା ଉଲ୍ଲଂଘନ xyxy=(457,97,1049,179)
flashback-item: ● କେନିଆର ଦୁର୍ଭିକ୍ଷଗ୍ରସ୍ତ ଅଞ୍ଚଳରେ ସାହାଯ୍ୟ କାର୍ଯ୍ୟ ପାଇଁ ଭାରତ ୫ ହଜାର ଟନ୍ ଖାଦ୍ୟଶସ୍ୟ ଯୋଗାଇ ଦେଇଛି । xyxy=(4,662,356,700)
column-title: ଦିଲ୍ଲୀକା ବାବୁ xyxy=(447,407,741,445)
columnist-photo xyxy=(381,405,441,485)
sudoku-cell[interactable] xyxy=(265,1120,298,1153)
advt-email-alt[interactable]: :miku11@yahoo.com (Use only for advertisements, commercial queries) xyxy=(1159,2141,1451,2172)
sudoku-cell[interactable] xyxy=(133,1087,166,1120)
solution-cell: 1 xyxy=(316,1298,330,1312)
solution-cell: 7 xyxy=(302,1326,316,1340)
sudoku-cell[interactable] xyxy=(232,922,265,955)
solution-cell: 7 xyxy=(204,1340,218,1354)
solution-cell: 5 xyxy=(232,1284,246,1298)
wheel-emblem-icon xyxy=(1047,13,1117,83)
left-header xyxy=(0,4,360,66)
feature-author: ବିମଳ ପ୍ରସନ୍ନ ଦାସ xyxy=(665,766,841,792)
solution-cell: 7 xyxy=(218,1242,232,1256)
sudoku-cell: 6 xyxy=(265,889,298,922)
sudoku-cell[interactable] xyxy=(100,988,133,1021)
solution-cell: 6 xyxy=(302,1270,316,1284)
sudoku-cell[interactable] xyxy=(133,1120,166,1153)
solution-cell: 3 xyxy=(260,1228,274,1242)
solution-cell: 9 xyxy=(316,1242,330,1256)
letter-title: ଖଣି ଲୁଟ୍ xyxy=(894,1881,984,1911)
column-author: ଦିଲୀପ ଚେରିଏନ xyxy=(531,447,657,472)
letter-signature: ରବି ଦାସ, ସଭାପତି ଓଡ଼ିଶା ଜନ ସମ୍ମିଳନୀ, ଭୁବନେଶ୍ୱର xyxy=(815,2054,1116,2071)
quote-text: ସ୍ୱାଭାବିକ ଭାବେ ଯେଉଁ କାର୍ଯ୍ୟ କରିବାକୁ ତୁମେ ଇଚ୍ଛା କରୁଛ କର । ମାତ୍ର ତୁମେ ଏକ ଉନ୍ନତ ଉଦ୍ଦେଶ୍ୟ ବା ମନୋଭାବ ନେଇ ସେ କାର୍ଯ୍ୟଟି କର । ପରିସ୍ଥିତିକୁ ପରିବର୍ତ୍ତନ କରିଦେଇପାରେ କେବଳ ତୁମର ମନୋଭବ । xyxy=(389,21,915,54)
sudoku-cell[interactable] xyxy=(265,955,298,988)
solution-cell: 2 xyxy=(260,1270,274,1284)
sudoku-logo: su|do|ku xyxy=(15,820,122,851)
solution-cell: 5 xyxy=(316,1256,330,1270)
sudoku-cell[interactable] xyxy=(67,1021,100,1054)
letters-box xyxy=(378,1778,1500,2214)
photo-caption: ଦିବ୍ୟଜନନୀ ଶ୍ରୀମାଙ୍କ ୧୩୨ତମ ଜୟନ୍ତୀ ଉପଲକ୍ଷେ xyxy=(378,1277,746,1299)
sudoku-box xyxy=(4,817,360,1402)
flashback-item: ● ମଧ୍ୟ ରେଳବାଇର ଏକ ପାସେଞ୍ଜର ଟ୍ରେନ୍ ଗୋରଖପୁରର ଖଣ୍ଡୱାଠାରେ ଦୁର୍ଘଟଣାର ସମ୍ମୁଖୀନ ହେବା ଫଳରେ ୨ଜଣ ଯାତ୍ରୀ ମୃତ୍ୟୁବରଣ କରିଛନ୍ତି । xyxy=(4,744,356,801)
sudoku-odia-title: ସୁ-ଡୋ-କୁ xyxy=(191,826,351,868)
solution-cell: 6 xyxy=(274,1298,288,1312)
solution-cell: 4 xyxy=(274,1242,288,1256)
sudoku-cell[interactable] xyxy=(34,922,67,955)
sudoku-cell[interactable] xyxy=(199,955,232,988)
letter-title: ସ୍ୱାଭିମାନପୂର୍ଣ୍ଣ ସମ୍ପାଦକୀୟ xyxy=(420,1967,722,1998)
sudoku-cell[interactable] xyxy=(100,1054,133,1087)
column-box xyxy=(378,402,746,488)
solution-cell: 5 xyxy=(218,1228,232,1242)
sudoku-cell: 4 xyxy=(67,889,100,922)
quote-box xyxy=(378,4,1128,90)
solution-cell: 9 xyxy=(246,1270,260,1284)
editor-email-use: (Use only for letters to Editor, news & news photos) xyxy=(1157,2090,1453,2105)
